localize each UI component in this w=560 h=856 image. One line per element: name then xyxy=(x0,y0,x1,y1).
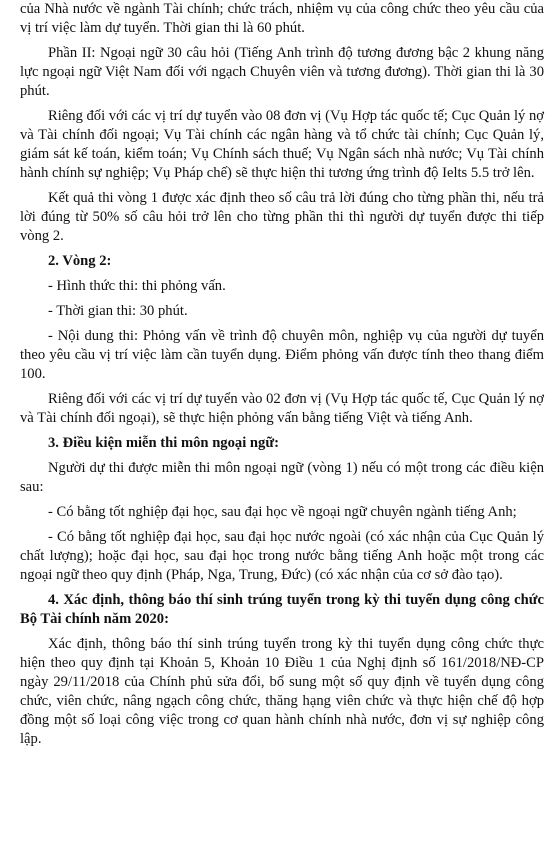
paragraph-results-decree: Xác định, thông báo thí sinh trúng tuyển trong kỳ thi tuyển dụng công chức thực hiện theo quy định tại Khoản 5, Khoản 10 Điều 1 của Nghị định số 161/2018/NĐ-CP ngày 29/11/2018 của Chính phủ sửa đổi, bổ sung một số quy định về tuyển dụng công chức, viên chức, nâng ngạch công chức, thăng hạng viên chức và thực hiện chế độ hợp đồng một số loại công việc trong cơ quan hành chính nhà nước, đơn vị sự nghiệp công lập. xyxy=(20,636,544,747)
heading-results-announcement: 4. Xác định, thông báo thí sinh trúng tuyển trong kỳ thi tuyển dụng công chức Bộ Tài chính năm 2020: xyxy=(20,592,544,627)
heading-language-exemption: 3. Điều kiện miễn thi môn ngoại ngữ: xyxy=(48,435,279,451)
bullet-duration: - Thời gian thi: 30 phút. xyxy=(48,303,188,319)
bullet-foreign-degree: - Có bằng tốt nghiệp đại học, sau đại học nước ngoài (có xác nhận của Cục Quản lý chất lượng); hoặc đại học, sau đại học trong nước bằng tiếng Anh hoặc một trong các ngoại ngữ theo quy định (Pháp, Nga, Trung, Đức) (có xác nhận của cơ sở đào tạo). xyxy=(20,529,544,583)
bullet-format: - Hình thức thi: thi phỏng vấn. xyxy=(48,278,226,294)
paragraph-part-ii: Phần II: Ngoại ngữ 30 câu hỏi (Tiếng Anh trình độ tương đương bậc 2 khung năng lực ngoại ngữ Việt Nam đối với ngạch Chuyên viên và tương đương). Thời gian thi là 30 phút. xyxy=(20,45,544,99)
paragraph-exemption-intro: Người dự thi được miễn thi môn ngoại ngữ (vòng 1) nếu có một trong các điều kiện sau: xyxy=(20,460,544,495)
bullet-english-degree: - Có bằng tốt nghiệp đại học, sau đại học về ngoại ngữ chuyên ngành tiếng Anh; xyxy=(48,504,517,520)
paragraph-round1-result: Kết quả thi vòng 1 được xác định theo số câu trả lời đúng cho từng phần thi, nếu trả lời đúng từ 50% số câu hỏi trở lên cho từng phần thi thì người dự tuyển được thi tiếp vòng 2. xyxy=(20,190,544,244)
bullet-content: - Nội dung thi: Phỏng vấn về trình độ chuyên môn, nghiệp vụ của người dự tuyển theo yêu cầu vị trí việc làm cần tuyển dụng. Điểm phỏng vấn được tính theo thang điểm 100. xyxy=(20,328,544,382)
paragraph-eight-units: Riêng đối với các vị trí dự tuyển vào 08 đơn vị (Vụ Hợp tác quốc tế; Cục Quản lý nợ và Tài chính đối ngoại; Vụ Tài chính các ngân hàng và tổ chức tài chính; Cục Quản lý, giám sát kế toán, kiểm toán; Vụ Chính sách thuế; Vụ Ngân sách nhà nước; Vụ Tài chính hành chính sự nghiệp; Vụ Pháp chế) sẽ thực hiện thi tương ứng trình độ Ielts 5.5 trở lên. xyxy=(20,108,544,181)
paragraph-continuation: của Nhà nước về ngành Tài chính; chức trách, nhiệm vụ của công chức theo yêu cầu của vị trí việc làm dự tuyển. Thời gian thi là 60 phút. xyxy=(20,1,544,36)
paragraph-two-units: Riêng đối với các vị trí dự tuyển vào 02 đơn vị (Vụ Hợp tác quốc tế, Cục Quản lý nợ và Tài chính đối ngoại), sẽ thực hiện phỏng vấn bằng tiếng Việt và tiếng Anh. xyxy=(20,391,544,426)
heading-round-2: 2. Vòng 2: xyxy=(48,253,112,269)
